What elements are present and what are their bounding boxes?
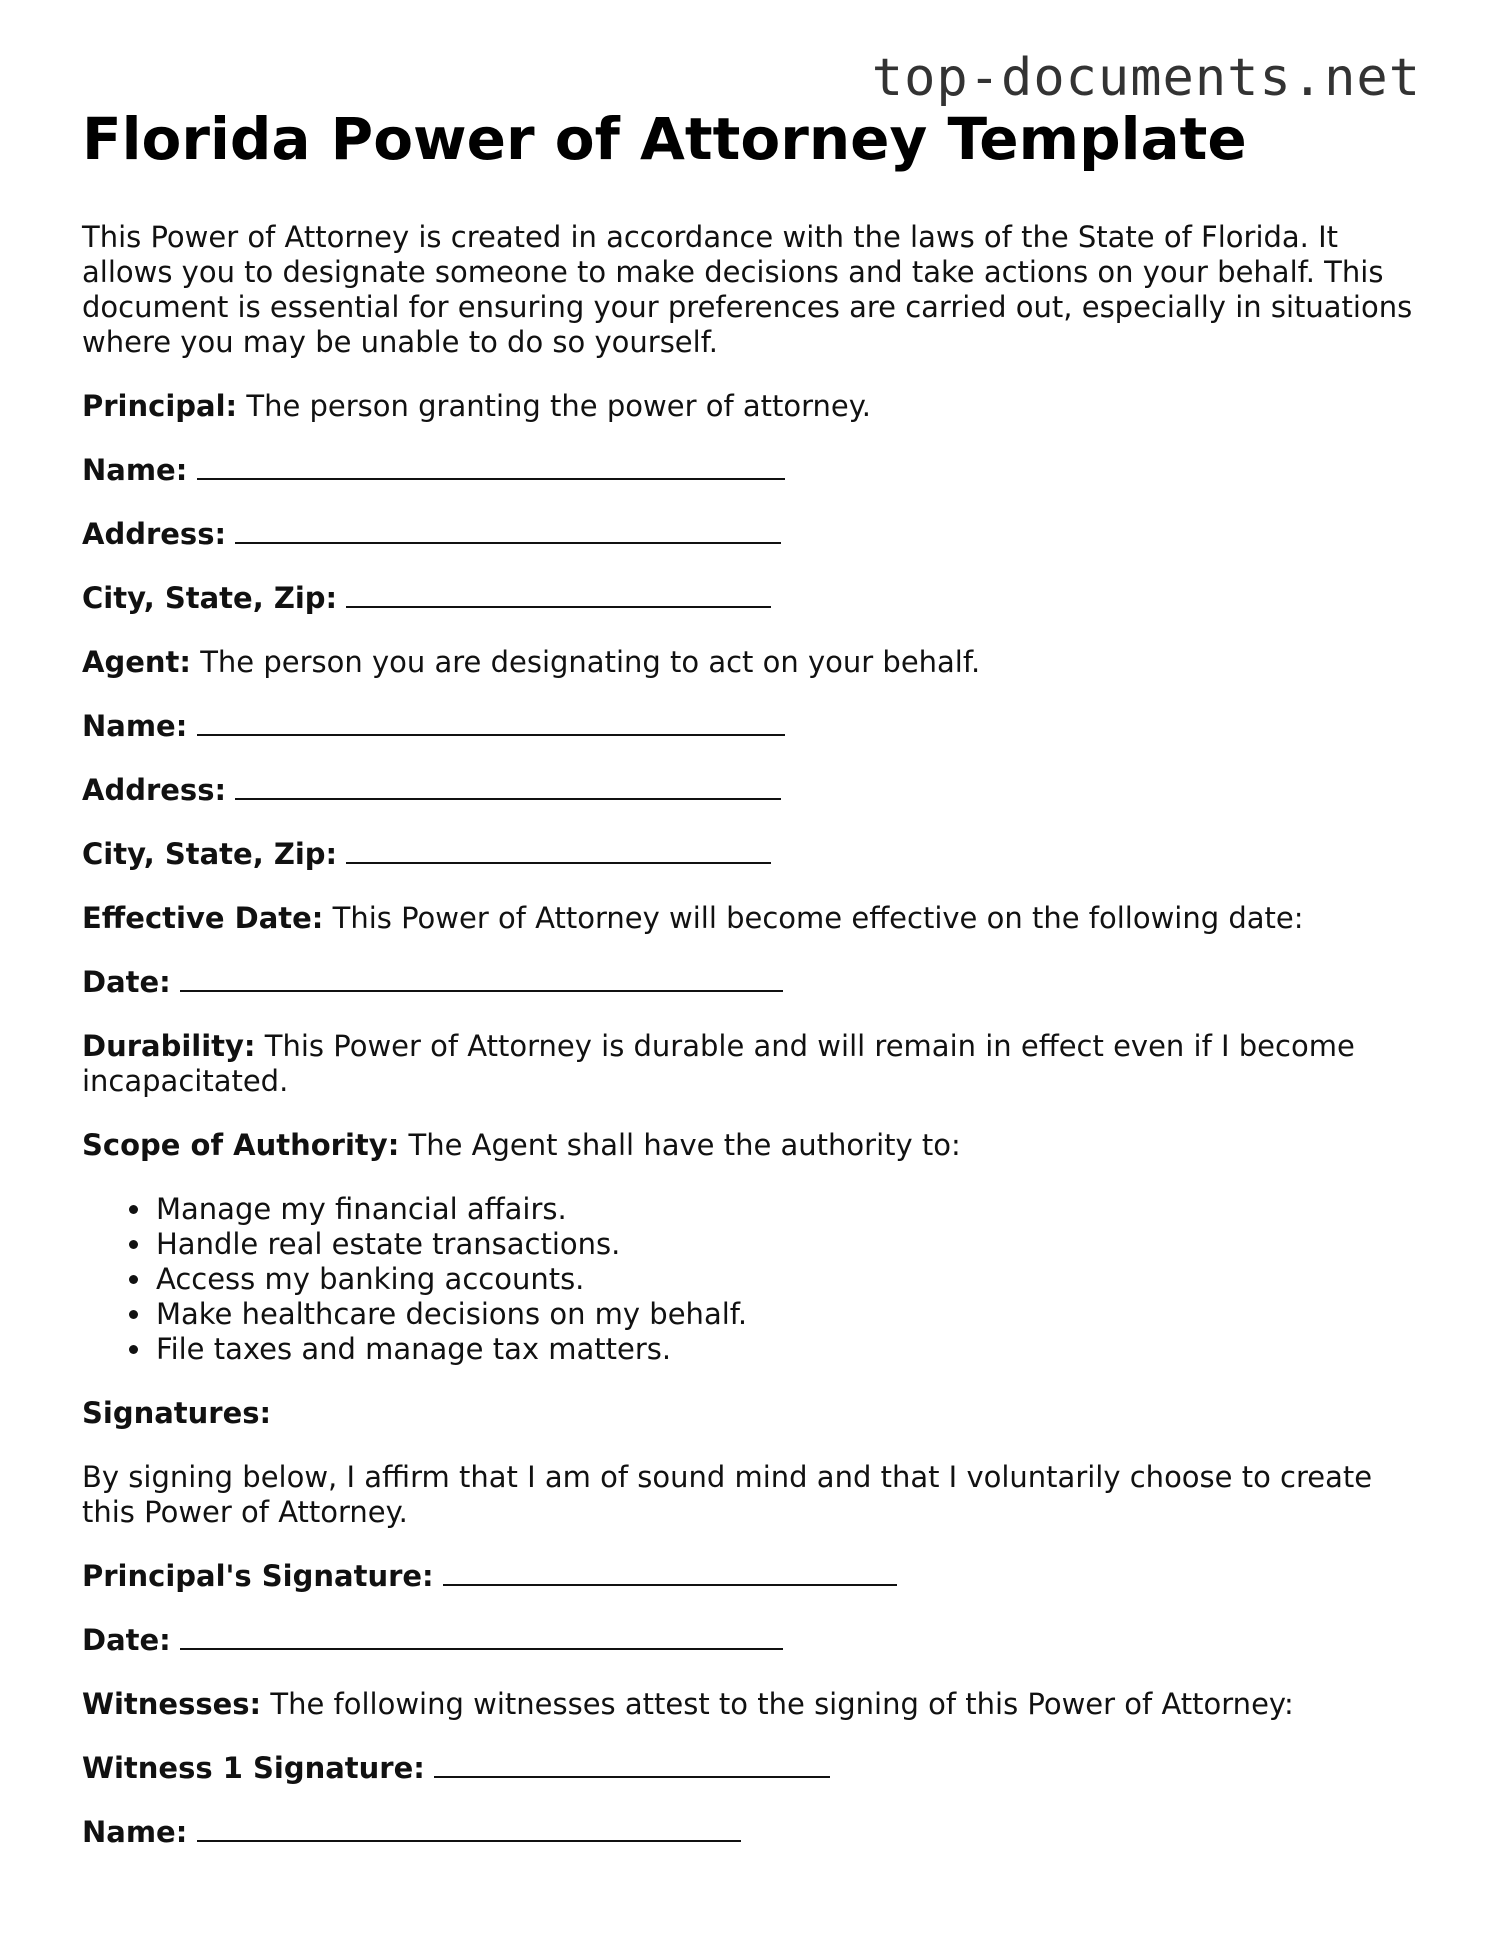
signature-date-blank[interactable] xyxy=(180,1624,783,1650)
agent-description: The person you are designating to act on your behalf. xyxy=(190,645,981,679)
principal-city-blank[interactable] xyxy=(346,582,771,608)
durability-description: This Power of Attorney is durable and will remain in effect even if I become incapacitated. xyxy=(82,1029,1355,1098)
effective-date-date-label: Date: xyxy=(82,965,171,999)
scope-section xyxy=(82,1128,1422,1163)
effective-date-label: Effective Date: xyxy=(82,901,324,935)
page-title: Florida Power of Attorney Template xyxy=(82,105,1247,173)
witness1-name-field xyxy=(82,1815,1422,1850)
witnesses-section xyxy=(82,1687,1422,1722)
principal-section xyxy=(82,389,1422,424)
agent-city-label: City, State, Zip: xyxy=(82,837,338,871)
signatures-affirmation: By signing below, I affirm that I am of sound mind and that I voluntarily choose to create this Power of Attorney. xyxy=(82,1460,1373,1529)
principal-name-field xyxy=(82,453,1422,488)
list-item: • Access my banking accounts. xyxy=(154,1262,1422,1297)
principal-city-field xyxy=(82,581,1422,616)
witness1-name-label: Name: xyxy=(82,1815,188,1849)
scope-list xyxy=(82,1192,1422,1367)
list-item: • Manage my financial affairs. xyxy=(154,1192,1422,1227)
agent-address-blank[interactable] xyxy=(235,774,781,800)
agent-name-label: Name: xyxy=(82,709,188,743)
agent-section xyxy=(82,645,1422,680)
watermark: top-documents.net xyxy=(871,48,1421,108)
list-item: • Handle real estate transactions. xyxy=(154,1227,1422,1262)
signature-date-label: Date: xyxy=(82,1623,171,1657)
principal-signature-blank[interactable] xyxy=(443,1560,897,1586)
effective-date-description: This Power of Attorney will become effective on the following date: xyxy=(323,901,1304,935)
witness1-signature-field xyxy=(82,1751,1422,1786)
agent-name-blank[interactable] xyxy=(197,710,785,736)
agent-label: Agent: xyxy=(82,645,191,679)
agent-city-blank[interactable] xyxy=(346,838,771,864)
durability-label: Durability: xyxy=(82,1029,256,1063)
signature-date-field xyxy=(82,1623,1422,1658)
witness1-name-blank[interactable] xyxy=(197,1816,741,1842)
document-page xyxy=(82,104,1422,1850)
witnesses-description: The following witnesses attest to the signing of this Power of Attorney: xyxy=(261,1687,1294,1721)
agent-name-field xyxy=(82,709,1422,744)
effective-date-section xyxy=(82,901,1422,936)
agent-address-field xyxy=(82,773,1422,808)
principal-address-field xyxy=(82,517,1422,552)
agent-city-field xyxy=(82,837,1422,872)
signatures-section xyxy=(82,1396,1422,1431)
durability-section xyxy=(82,1029,1422,1099)
principal-name-blank[interactable] xyxy=(197,454,785,480)
principal-signature-field xyxy=(82,1559,1422,1594)
principal-address-label: Address: xyxy=(82,517,227,551)
effective-date-blank[interactable] xyxy=(180,966,783,992)
principal-name-label: Name: xyxy=(82,453,188,487)
scope-description: The Agent shall have the authority to: xyxy=(399,1128,961,1162)
principal-label: Principal: xyxy=(82,389,238,423)
witnesses-label: Witnesses: xyxy=(82,1687,262,1721)
principal-address-blank[interactable] xyxy=(235,518,781,544)
witness1-signature-blank[interactable] xyxy=(434,1752,830,1778)
principal-city-label: City, State, Zip: xyxy=(82,581,338,615)
witness1-signature-label: Witness 1 Signature: xyxy=(82,1751,425,1785)
list-item: • Make healthcare decisions on my behalf. xyxy=(154,1297,1422,1332)
list-item: • File taxes and manage tax matters. xyxy=(154,1332,1422,1367)
principal-signature-label: Principal's Signature: xyxy=(82,1559,434,1593)
principal-description: The person granting the power of attorney. xyxy=(237,389,872,423)
signatures-heading: Signatures: xyxy=(82,1396,272,1430)
effective-date-field xyxy=(82,965,1422,1000)
intro-paragraph: This Power of Attorney is created in accordance with the laws of the State of Florida. It allows you to designate someone to make decisions and take actions on your behalf. This document is essential for ensuring your preferences are carried out, especially in situations where you may be unable to do so yourself. xyxy=(82,220,1413,359)
agent-address-label: Address: xyxy=(82,773,227,807)
scope-label: Scope of Authority: xyxy=(82,1128,400,1162)
